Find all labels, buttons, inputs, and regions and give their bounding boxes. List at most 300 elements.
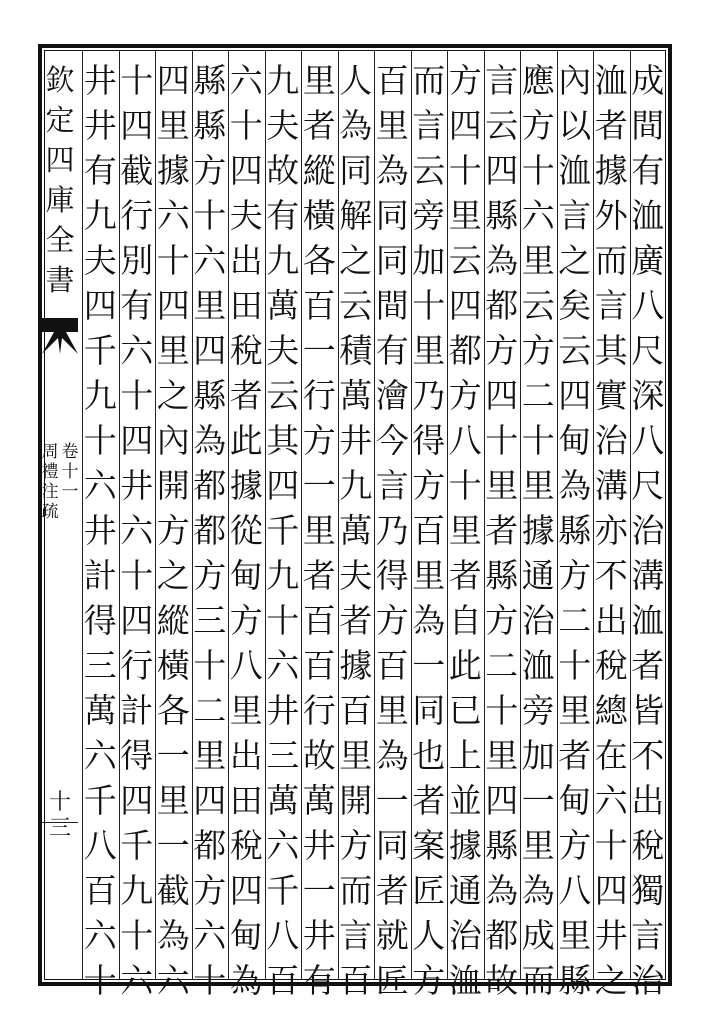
text-char: 方	[229, 601, 263, 640]
text-char: 治	[631, 961, 665, 1000]
text-char: 一	[302, 466, 336, 505]
text-char: 人	[412, 916, 446, 955]
text-char: 縣	[193, 376, 227, 415]
text-char: 六	[193, 916, 227, 955]
text-char: 行	[120, 646, 154, 685]
text-char: 得	[83, 601, 117, 640]
text-char: 四	[448, 286, 482, 325]
text-char: 里	[412, 331, 446, 370]
text-char: 十	[448, 466, 482, 505]
text-char: 者	[594, 106, 628, 145]
text-char: 六	[120, 331, 154, 370]
text-char: 夫	[229, 196, 263, 235]
text-char: 人	[339, 61, 373, 100]
text-char: 據	[594, 151, 628, 190]
text-char: 萬	[339, 376, 373, 415]
text-char: 一	[521, 781, 555, 820]
text-char: 稅	[594, 646, 628, 685]
text-char: 之	[339, 241, 373, 280]
text-char: 十	[266, 601, 300, 640]
text-char: 二	[558, 601, 592, 640]
text-char: 都	[448, 331, 482, 370]
section-title-char: 周	[41, 442, 59, 462]
text-char: 方	[193, 556, 227, 595]
text-char: 里	[375, 691, 409, 730]
text-char: 內	[558, 61, 592, 100]
text-char: 里	[375, 106, 409, 145]
book-title	[40, 60, 80, 300]
section-title-char: 疏	[41, 502, 59, 522]
text-char: 六	[521, 196, 555, 235]
text-char: 有	[302, 961, 336, 1000]
text-char: 縣	[485, 556, 519, 595]
text-char: 十	[193, 646, 227, 685]
text-char: 四	[448, 106, 482, 145]
text-char: 百	[266, 961, 300, 1000]
text-char: 夫	[266, 331, 300, 370]
text-char: 十	[229, 106, 263, 145]
text-char: 在	[594, 736, 628, 775]
text-char: 方	[558, 556, 592, 595]
text-char: 夫	[339, 556, 373, 595]
text-char: 里	[339, 736, 373, 775]
text-char: 者	[302, 556, 336, 595]
text-char: 尺	[631, 466, 665, 505]
text-char: 各	[156, 691, 190, 730]
page-number: 十三	[48, 790, 71, 841]
text-char: 四	[120, 421, 154, 460]
text-char: 田	[229, 781, 263, 820]
text-char: 十	[412, 286, 446, 325]
text-char: 三	[193, 601, 227, 640]
text-char: 稅	[229, 826, 263, 865]
section-volume-char: 一	[61, 482, 79, 502]
text-char: 甸	[558, 421, 592, 460]
text-char: 橫	[156, 646, 190, 685]
text-char: 井	[302, 916, 336, 955]
text-char: 言	[631, 916, 665, 955]
text-char: 為	[193, 421, 227, 460]
text-char: 夫	[266, 106, 300, 145]
text-char: 者	[448, 556, 482, 595]
text-char: 同	[412, 691, 446, 730]
text-char: 千	[83, 781, 117, 820]
text-char: 二	[193, 691, 227, 730]
text-char: 方	[156, 511, 190, 550]
text-char: 而	[412, 61, 446, 100]
text-char: 不	[631, 736, 665, 775]
book-title-char: 書	[45, 263, 75, 297]
text-char: 並	[448, 781, 482, 820]
text-char: 萬	[83, 691, 117, 730]
text-char: 都	[193, 826, 227, 865]
text-char: 十	[485, 691, 519, 730]
text-char: 方	[302, 421, 336, 460]
text-char: 云	[266, 376, 300, 415]
text-char: 旁	[521, 691, 555, 730]
text-char: 六	[120, 961, 154, 1000]
text-char: 故	[266, 151, 300, 190]
text-char: 四	[120, 106, 154, 145]
text-char: 井	[266, 691, 300, 730]
text-char: 者	[375, 871, 409, 910]
text-char: 方	[339, 826, 373, 865]
text-char: 故	[485, 961, 519, 1000]
text-char: 匠	[412, 871, 446, 910]
text-char: 四	[594, 871, 628, 910]
text-char: 萬	[302, 781, 336, 820]
text-char: 六	[594, 781, 628, 820]
text-char: 田	[229, 286, 263, 325]
text-char: 四	[83, 286, 117, 325]
text-char: 井	[302, 826, 336, 865]
text-char: 十	[193, 961, 227, 1000]
text-char: 言	[594, 286, 628, 325]
text-char: 十	[83, 961, 117, 1000]
text-char: 而	[521, 961, 555, 1000]
text-char: 之	[156, 376, 190, 415]
book-title-char: 定	[45, 103, 75, 137]
text-char: 百	[375, 646, 409, 685]
text-char: 十	[485, 421, 519, 460]
text-char: 方	[558, 826, 592, 865]
text-char: 方	[448, 376, 482, 415]
text-char: 里	[521, 466, 555, 505]
text-char: 四	[229, 871, 263, 910]
text-char: 加	[412, 241, 446, 280]
text-char: 云	[412, 151, 446, 190]
text-char: 千	[83, 331, 117, 370]
text-char: 方	[193, 871, 227, 910]
text-char: 開	[156, 466, 190, 505]
text-char: 四	[120, 601, 154, 640]
text-char: 十	[594, 826, 628, 865]
text-char: 里	[448, 196, 482, 235]
text-char: 案	[412, 826, 446, 865]
text-char: 成	[521, 916, 555, 955]
fish-tail-mark-icon	[40, 314, 80, 360]
text-char: 者	[412, 781, 446, 820]
text-char: 九	[266, 556, 300, 595]
text-char: 縣	[193, 106, 227, 145]
text-char: 都	[193, 511, 227, 550]
text-char: 四	[485, 781, 519, 820]
text-char: 里	[302, 511, 336, 550]
text-char: 里	[193, 736, 227, 775]
text-char: 十	[120, 376, 154, 415]
text-char: 十	[83, 421, 117, 460]
text-char: 一	[156, 736, 190, 775]
text-char: 百	[339, 961, 373, 1000]
text-char: 都	[193, 466, 227, 505]
text-char: 四	[558, 376, 592, 415]
text-char: 行	[302, 376, 336, 415]
text-char: 別	[120, 241, 154, 280]
text-char: 百	[302, 286, 336, 325]
text-char: 而	[339, 871, 373, 910]
text-char: 此	[229, 421, 263, 460]
text-char: 有	[631, 151, 665, 190]
text-char: 井	[339, 421, 373, 460]
text-char: 萬	[339, 511, 373, 550]
text-char: 里	[156, 781, 190, 820]
text-char: 據	[156, 151, 190, 190]
text-char: 縣	[193, 61, 227, 100]
text-char: 方	[485, 331, 519, 370]
text-char: 為	[412, 601, 446, 640]
text-char: 其	[266, 421, 300, 460]
text-char: 方	[412, 466, 446, 505]
text-char: 稅	[631, 826, 665, 865]
text-char: 四	[485, 376, 519, 415]
text-char: 不	[594, 556, 628, 595]
text-char: 十	[448, 151, 482, 190]
text-char: 計	[120, 691, 154, 730]
text-char: 里	[229, 691, 263, 730]
text-char: 八	[631, 286, 665, 325]
text-char: 為	[558, 466, 592, 505]
text-char: 言	[485, 61, 519, 100]
text-char: 六	[83, 916, 117, 955]
text-char: 以	[558, 106, 592, 145]
text-char: 成	[631, 61, 665, 100]
text-char: 六	[229, 61, 263, 100]
text-char: 里	[521, 241, 555, 280]
text-char: 八	[558, 871, 592, 910]
text-char: 八	[631, 421, 665, 460]
text-char: 加	[521, 736, 555, 775]
text-char: 為	[485, 871, 519, 910]
text-char: 洫	[558, 151, 592, 190]
text-char: 十	[120, 916, 154, 955]
text-char: 實	[594, 376, 628, 415]
text-char: 皆	[631, 691, 665, 730]
text-char: 十	[120, 61, 154, 100]
text-char: 之	[594, 961, 628, 1000]
text-char: 為	[521, 871, 555, 910]
text-char: 截	[156, 871, 190, 910]
text-char: 里	[448, 511, 482, 550]
text-char: 之	[558, 241, 592, 280]
text-char: 言	[339, 916, 373, 955]
text-char: 方	[521, 106, 555, 145]
text-char: 六	[83, 466, 117, 505]
text-char: 方	[193, 151, 227, 190]
text-char: 甸	[229, 556, 263, 595]
text-char: 縣	[485, 196, 519, 235]
text-char: 夫	[83, 241, 117, 280]
text-char: 據	[448, 826, 482, 865]
text-char: 九	[266, 61, 300, 100]
text-char: 千	[266, 511, 300, 550]
text-char: 里	[302, 61, 336, 100]
book-title-char: 四	[45, 143, 75, 177]
text-char: 稅	[229, 331, 263, 370]
text-char: 獨	[631, 871, 665, 910]
text-char: 井	[594, 916, 628, 955]
text-char: 澮	[375, 376, 409, 415]
text-char: 千	[266, 871, 300, 910]
text-char: 尺	[631, 331, 665, 370]
text-char: 三	[266, 736, 300, 775]
text-char: 開	[339, 781, 373, 820]
text-char: 截	[120, 151, 154, 190]
text-column	[76, 58, 124, 1000]
text-char: 里	[485, 736, 519, 775]
text-char: 亦	[594, 511, 628, 550]
text-char: 甸	[229, 916, 263, 955]
text-char: 里	[156, 331, 190, 370]
book-title-char: 庫	[45, 183, 75, 217]
text-char: 六	[83, 736, 117, 775]
section-volume-char: 十	[61, 462, 79, 482]
text-char: 通	[448, 871, 482, 910]
section-title-char: 禮	[41, 462, 59, 482]
text-char: 有	[83, 151, 117, 190]
text-char: 井	[83, 106, 117, 145]
text-char: 者	[339, 601, 373, 640]
text-char: 一	[375, 781, 409, 820]
text-char: 已	[448, 691, 482, 730]
text-char: 間	[375, 286, 409, 325]
text-char: 洫	[631, 196, 665, 235]
text-char: 方	[412, 961, 446, 1000]
text-char: 方	[375, 601, 409, 640]
text-char: 言	[375, 466, 409, 505]
text-char: 此	[448, 646, 482, 685]
text-char: 者	[558, 736, 592, 775]
text-char: 六	[266, 826, 300, 865]
text-char: 其	[594, 331, 628, 370]
text-char: 四	[193, 331, 227, 370]
text-char: 得	[375, 556, 409, 595]
text-char: 同	[375, 241, 409, 280]
text-char: 八	[448, 421, 482, 460]
text-char: 為	[375, 736, 409, 775]
text-char: 云	[448, 241, 482, 280]
page-number-rule	[42, 822, 78, 823]
text-char: 各	[302, 241, 336, 280]
section-volume-char: 卷	[61, 442, 79, 462]
text-char: 百	[83, 871, 117, 910]
text-char: 縣	[558, 511, 592, 550]
text-char: 九	[339, 466, 373, 505]
text-char: 解	[339, 196, 373, 235]
text-char: 溝	[594, 466, 628, 505]
section-title	[40, 442, 80, 522]
text-char: 乃	[375, 511, 409, 550]
text-char: 同	[375, 196, 409, 235]
text-char: 矣	[558, 286, 592, 325]
margin-column	[40, 58, 80, 958]
text-char: 有	[120, 286, 154, 325]
text-char: 行	[120, 196, 154, 235]
text-char: 者	[631, 646, 665, 685]
text-char: 者	[485, 511, 519, 550]
text-char: 治	[448, 916, 482, 955]
text-char: 九	[266, 241, 300, 280]
text-char: 廣	[631, 241, 665, 280]
text-char: 有	[375, 331, 409, 370]
text-char: 治	[521, 601, 555, 640]
text-char: 言	[412, 106, 446, 145]
text-char: 云	[485, 106, 519, 145]
book-title-char: 全	[45, 223, 75, 257]
text-char: 井	[83, 61, 117, 100]
text-char: 十	[521, 421, 555, 460]
text-char: 云	[558, 331, 592, 370]
text-char: 四	[120, 781, 154, 820]
text-char: 里	[485, 466, 519, 505]
text-char: 里	[558, 691, 592, 730]
text-char: 出	[229, 736, 263, 775]
book-title-char: 欽	[45, 63, 75, 97]
text-char: 六	[193, 241, 227, 280]
text-char: 上	[448, 736, 482, 775]
text-char: 九	[83, 376, 117, 415]
text-char: 為	[229, 961, 263, 1000]
section-title-char: 注	[41, 482, 59, 502]
text-char: 千	[120, 826, 154, 865]
text-char: 治	[631, 511, 665, 550]
text-char: 云	[521, 286, 555, 325]
text-char: 據	[229, 466, 263, 505]
text-char: 者	[302, 106, 336, 145]
text-char: 故	[302, 736, 336, 775]
text-char: 里	[521, 826, 555, 865]
text-char: 十	[156, 241, 190, 280]
text-char: 井	[83, 511, 117, 550]
text-char: 洫	[521, 646, 555, 685]
text-char: 里	[412, 556, 446, 595]
text-char: 同	[339, 151, 373, 190]
text-char: 里	[193, 286, 227, 325]
text-char: 自	[448, 601, 482, 640]
text-char: 六	[156, 961, 190, 1000]
text-char: 為	[375, 151, 409, 190]
text-char: 為	[485, 241, 519, 280]
text-char: 洫	[631, 601, 665, 640]
text-char: 萬	[266, 286, 300, 325]
text-char: 縣	[558, 961, 592, 1000]
text-char: 四	[485, 151, 519, 190]
text-char: 十	[120, 556, 154, 595]
text-char: 萬	[266, 781, 300, 820]
text-char: 方	[448, 61, 482, 100]
text-char: 百	[302, 646, 336, 685]
section-title-main	[41, 442, 59, 522]
text-char: 都	[485, 286, 519, 325]
text-char: 縣	[485, 826, 519, 865]
text-char: 六	[266, 646, 300, 685]
text-char: 同	[375, 826, 409, 865]
text-char: 二	[485, 646, 519, 685]
text-char: 而	[594, 241, 628, 280]
text-char: 洫	[448, 961, 482, 1000]
text-char: 百	[412, 511, 446, 550]
text-char: 都	[485, 916, 519, 955]
text-char: 出	[229, 241, 263, 280]
text-char: 里	[156, 106, 190, 145]
text-char: 出	[631, 781, 665, 820]
text-char: 今	[375, 421, 409, 460]
text-char: 通	[521, 556, 555, 595]
text-char: 從	[229, 511, 263, 550]
text-char: 應	[521, 61, 555, 100]
text-char: 九	[83, 196, 117, 235]
text-char: 積	[339, 331, 373, 370]
text-char: 八	[229, 646, 263, 685]
